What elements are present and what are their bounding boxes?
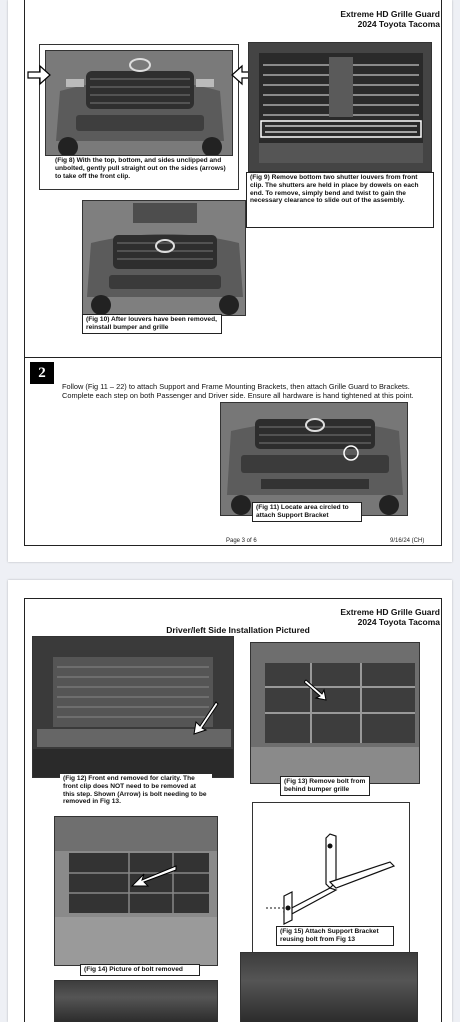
fig10-photo: [82, 200, 246, 316]
step-divider: [24, 357, 442, 358]
section-subtitle: Driver/left Side Installation Pictured: [166, 625, 310, 635]
support-bracket-diagram: [260, 816, 404, 936]
bottom-photo-right: [240, 952, 418, 1022]
fig9-photo: [248, 42, 432, 172]
page-header: [340, 9, 440, 29]
header-title: Extreme HD Grille Guard: [340, 607, 440, 617]
fig14-photo: [54, 816, 218, 966]
fig9-caption: (Fig 9) Remove bottom two shutter louvers from front clip. The shutters are held in place by dowels on each end. To remove, simply bend and twist to gain the necessary clearance to slide out of the assembly.: [246, 172, 434, 228]
fig8-photo: [45, 50, 233, 156]
fig11-caption: (Fig 11) Locate area circled to attach Support Bracket: [252, 502, 362, 522]
fig13-caption: (Fig 13) Remove bolt from behind bumper grille: [280, 776, 370, 796]
step-instructions: Follow (Fig 11 – 22) to attach Support and Frame Mounting Brackets, then attach Grille Guard to Brackets. Complete each step on both Passenger and Driver side. Ensure all hardware is hand tightened at this point.: [62, 382, 414, 400]
arrow-icon: [304, 678, 328, 702]
arrow-icon: [26, 64, 52, 86]
arrow-icon: [130, 862, 178, 890]
fig11-photo: [220, 402, 408, 516]
arrow-icon: [190, 700, 220, 736]
fig12-caption: (Fig 12) Front end removed for clarity. The front clip does NOT need to be removed at this step. Shown (Arrow) is bolt needing to be removed in Fig 13.: [60, 774, 212, 816]
step-number-badge: 2: [30, 362, 54, 384]
fig13-photo: [250, 642, 420, 784]
document-page-3: [8, 0, 452, 562]
header-vehicle: 2024 Toyota Tacoma: [357, 617, 440, 627]
header-title: Extreme HD Grille Guard: [340, 9, 440, 19]
fig14-caption: (Fig 14) Picture of bolt removed: [80, 964, 200, 976]
bottom-photo-left: [54, 980, 218, 1022]
fig8-caption: (Fig 8) With the top, bottom, and sides unclipped and unbolted, gently pull straight out on the sides (arrows) to take off the front clip.: [52, 156, 232, 186]
page-date: 9/16/24 (CH): [390, 538, 425, 544]
page-number: Page 3 of 6: [226, 538, 257, 544]
fig15-caption: (Fig 15) Attach Support Bracket reusing bolt from Fig 13: [276, 926, 394, 946]
document-page-4: [8, 580, 452, 1022]
header-vehicle: 2024 Toyota Tacoma: [357, 19, 440, 29]
fig10-caption: (Fig 10) After louvers have been removed, reinstall bumper and grille: [82, 314, 222, 334]
page-header: [340, 607, 440, 627]
